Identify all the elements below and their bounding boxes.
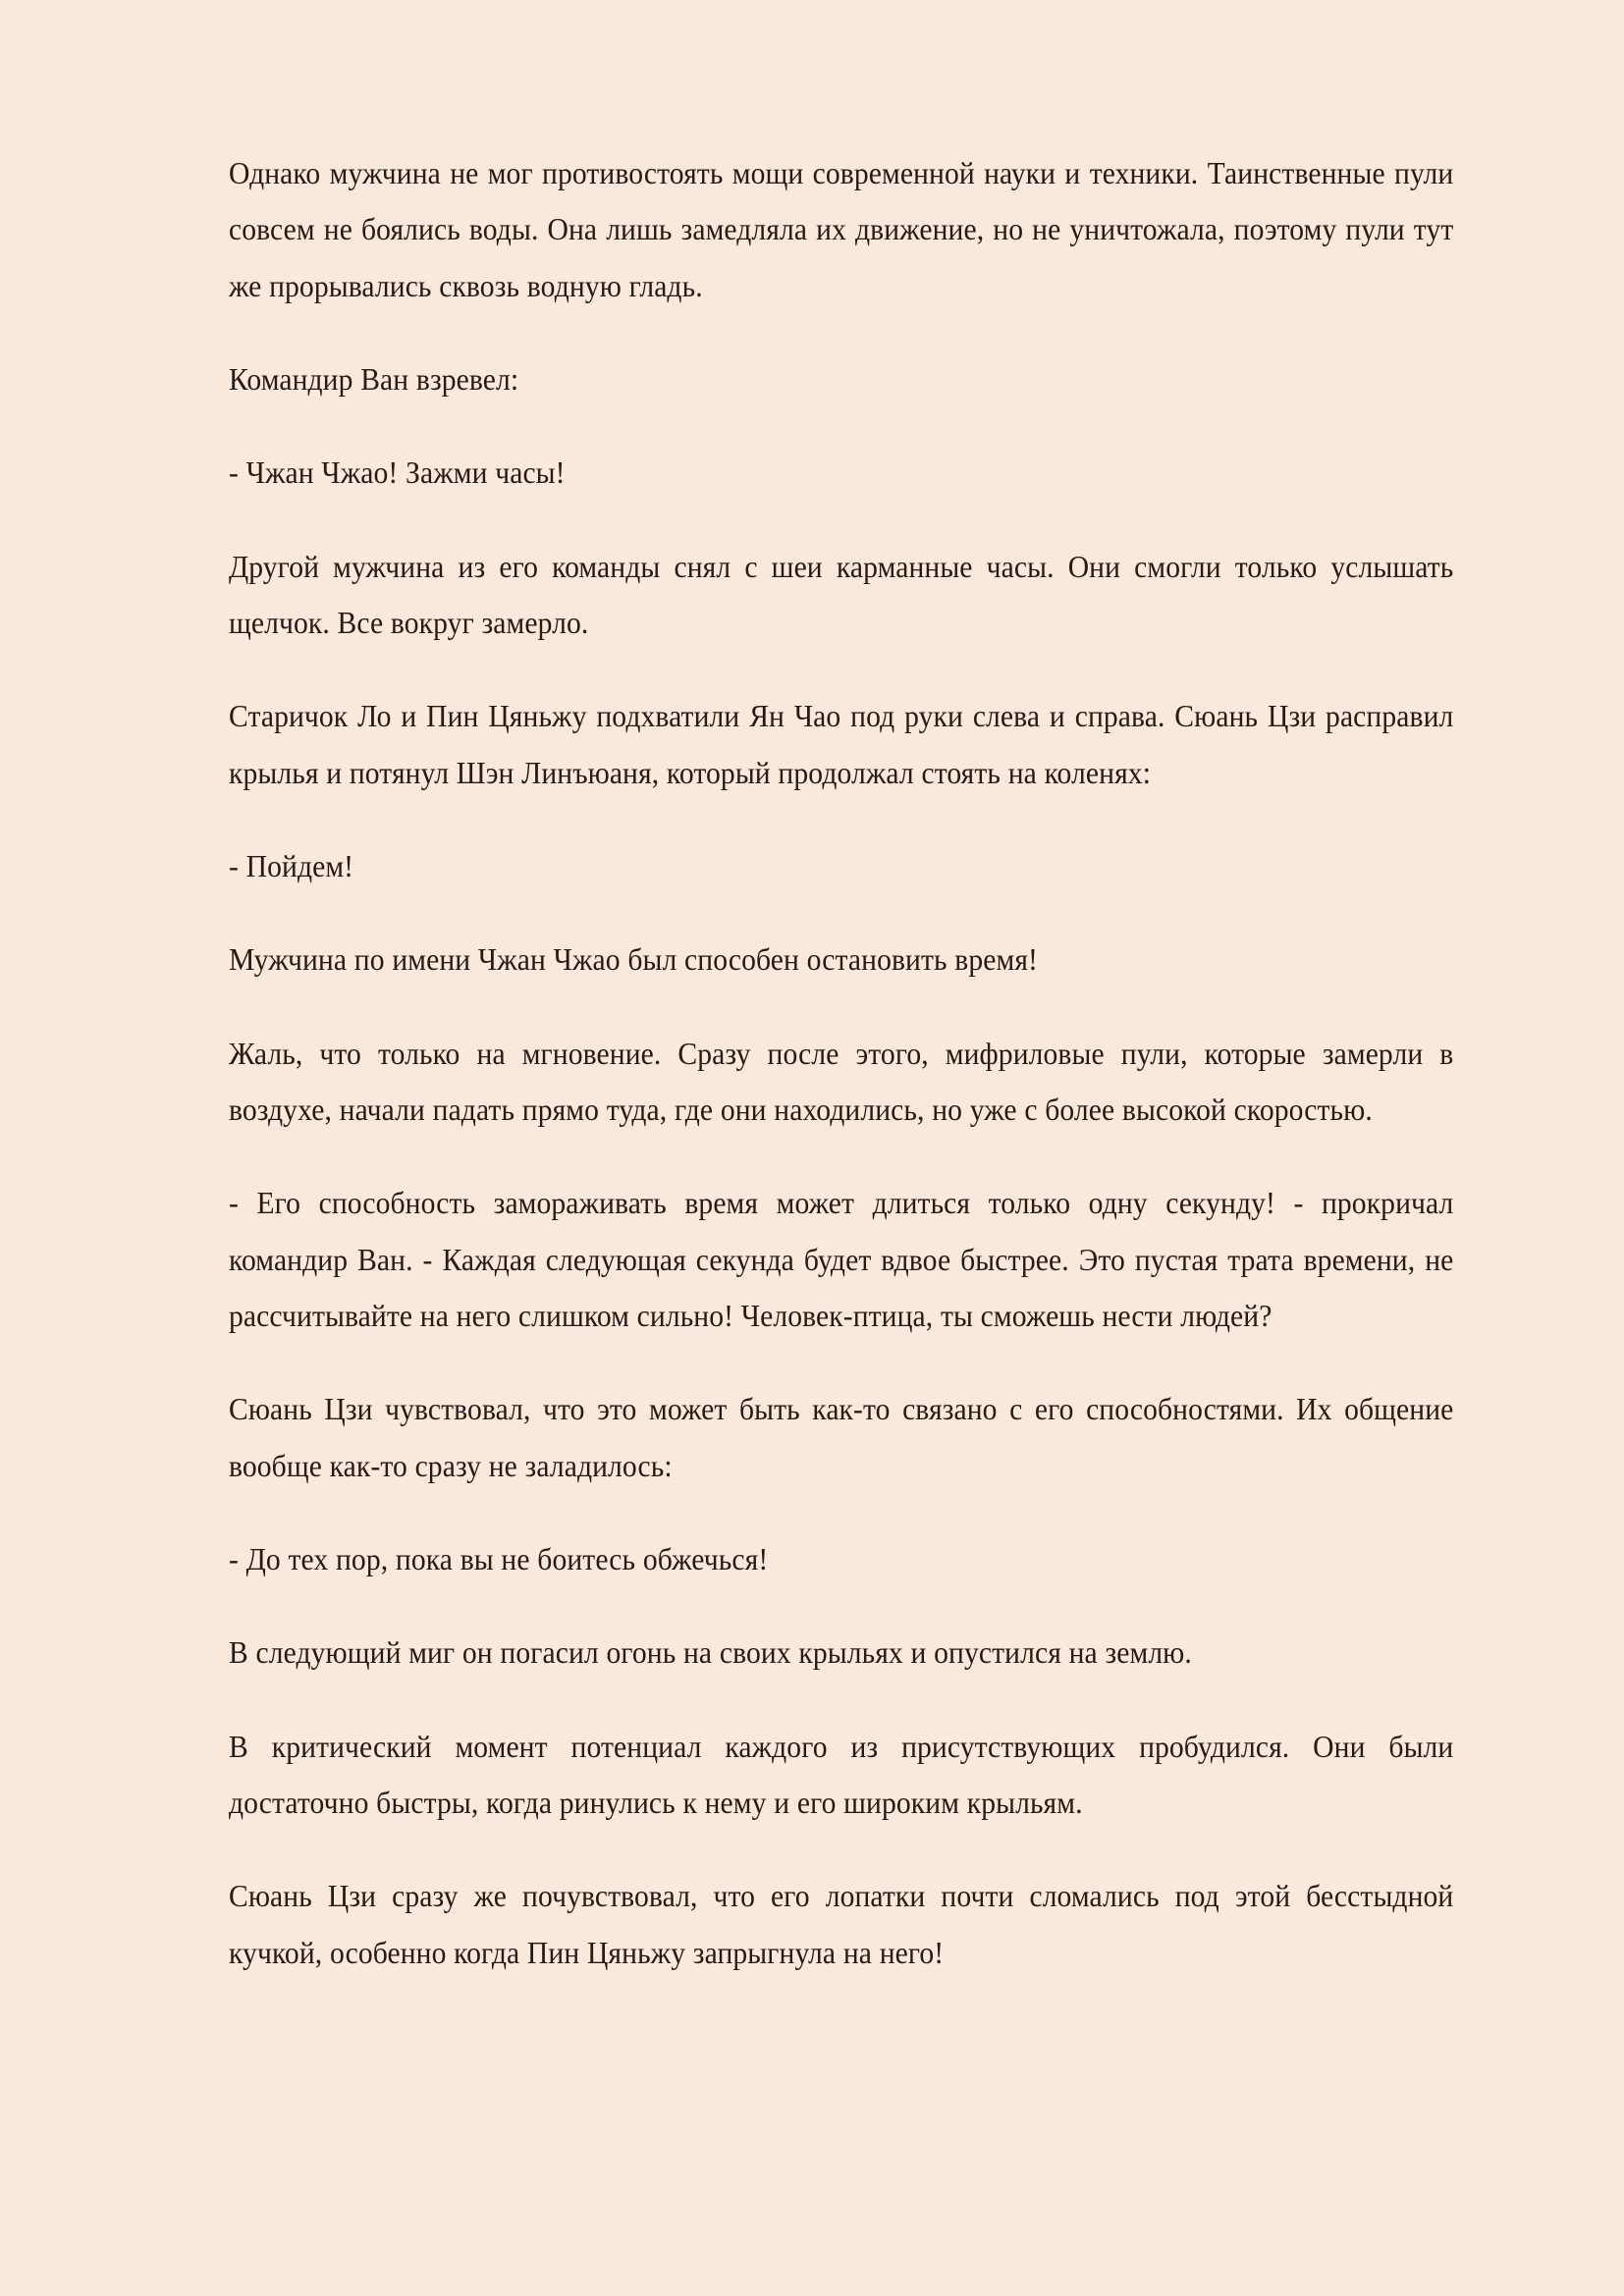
paragraph: В следующий миг он погасил огонь на своих крыльях и опустился на землю. — [229, 1635, 1192, 1671]
paragraph: Командир Ван взревел: — [229, 361, 519, 397]
paragraph: Мужчина по имени Чжан Чжао был способен остановить время! — [229, 942, 1039, 978]
paragraph-dialogue: - До тех пор, пока вы не боитесь обжечься! — [229, 1541, 769, 1576]
document-text-body — [229, 145, 1532, 1981]
paragraph-dialogue: - Чжан Чжао! Зажми часы! — [229, 455, 566, 491]
paragraph: Другой мужчина из его команды снял с шеи карманные часы. Они смогли только услышать щелчок. Все вокруг замерло. — [229, 549, 1454, 640]
paragraph: Сюань Цзи сразу же почувствовал, что его лопатки почти сломались под этой бесстыдной кучкой, особенно когда Пин Цяньжу запрыгнула на него! — [229, 1879, 1454, 1970]
paragraph-dialogue: - Пойдем! — [229, 848, 354, 883]
paragraph: Однако мужчина не мог противостоять мощи современной науки и техники. Таинственные пули совсем не боялись воды. Она лишь замедляла их движение, но не уничтожала, поэтому пули тут же прорывались сквозь водную гладь. — [229, 156, 1454, 303]
paragraph: Жаль, что только на мгновение. Сразу после этого, мифриловые пули, которые замерли в воздухе, начали падать прямо туда, где они находились, но уже с более высокой скоростью. — [229, 1036, 1454, 1127]
paragraph-dialogue: - Его способность замораживать время может длиться только одну секунду! - прокричал командир Ван. - Каждая следующая секунда будет вдвое быстрее. Это пустая трата времени, не рассчитывайте на него слишком сильно! Человек-птица, ты сможешь нести людей? — [229, 1186, 1454, 1333]
paragraph: Сюань Цзи чувствовал, что это может быть как-то связано с его способностями. Их общение вообще как-то сразу не заладилось: — [229, 1392, 1454, 1483]
paragraph: Старичок Ло и Пин Цяньжу подхватили Ян Чао под руки слева и справа. Сюань Цзи расправил крылья и потянул Шэн Линъюаня, который продолжал стоять на коленях: — [229, 699, 1454, 790]
paragraph: В критический момент потенциал каждого из присутствующих пробудился. Они были достаточно быстры, когда ринулись к нему и его широким крыльям. — [229, 1729, 1454, 1820]
